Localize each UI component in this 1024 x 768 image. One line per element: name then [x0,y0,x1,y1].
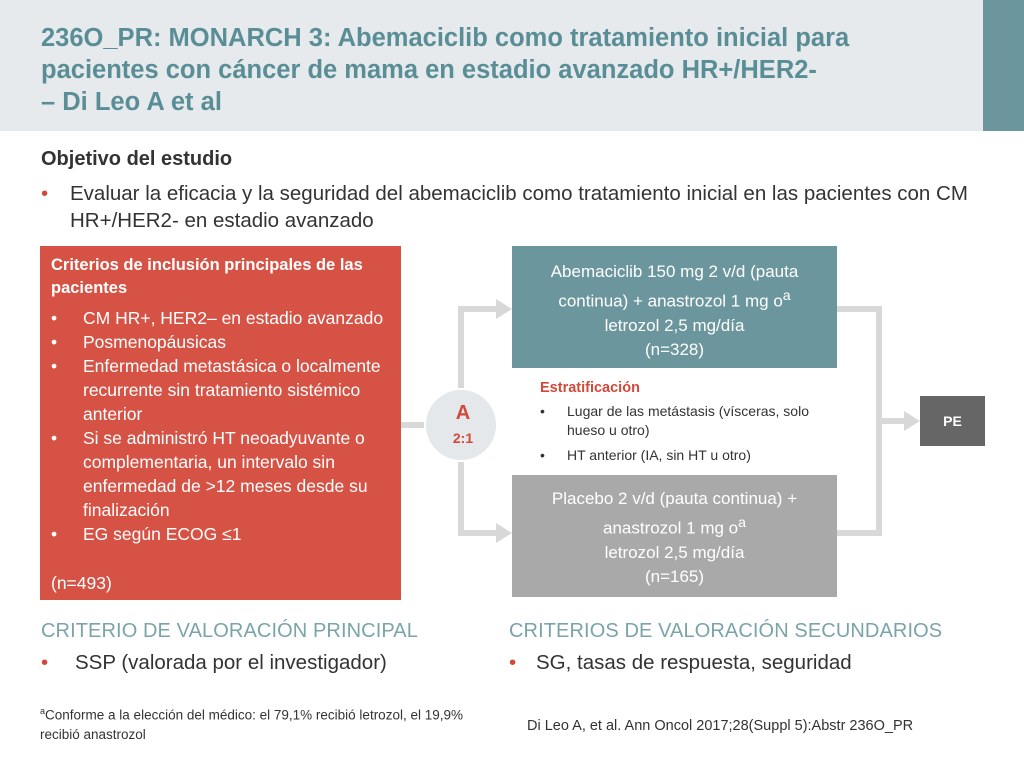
bullet: • [540,447,545,463]
list-item [51,426,401,522]
pe-endpoint-box: PE [920,396,985,446]
inclusion-item-text: CM HR+, HER2– en estadio avanzado [83,308,384,328]
stratification-block [540,378,830,471]
arm-b-line-2-text: anastrozol 1 mg o [602,518,739,538]
list-item [51,354,401,426]
arm-a-line-1: Abemaciclib 150 mg 2 v/d (pauta [550,262,799,281]
objective-bullet: • [41,182,49,205]
arm-b-sample-size: (n=165) [644,566,705,586]
bullet: • [51,428,58,448]
arm-a-line-2-text: continua) + anastrozol 1 mg o [558,291,783,311]
slide-title-line-1: 236O_PR: MONARCH 3: Abemaciclib como tratamiento inicial para [41,24,850,52]
inclusion-sample-size: (n=493) [51,573,112,593]
citation: Di Leo A, et al. Ann Oncol 2017;28(Suppl 5):Abstr 236O_PR [527,718,914,734]
arm-b-line-3: letrozol 2,5 mg/día [604,542,745,562]
footnote-mark: a [40,706,46,716]
treatment-arm-placebo [512,475,837,597]
bullet: • [51,332,58,352]
stratification-item-text: HT anterior (IA, sin HT u otro) [567,447,751,463]
bullet: • [41,651,49,674]
arm-a-line-2 [518,284,831,314]
inclusion-item-text: Si se administró HT neoadyuvante o complementaria, un intervalo sin enfermedad de >12 meses desde su finalización [83,428,368,520]
slide-title-line-3: – Di Leo A et al [41,88,222,116]
secondary-endpoints-item [509,651,989,681]
randomization-letter: A [455,402,471,424]
inclusion-criteria-title: Criterios de inclusión principales de las pacientes [51,256,363,297]
list-item [51,306,401,330]
stratification-item-text: Lugar de las metástasis (vísceras, solo hueso u otro) [567,403,809,438]
inclusion-criteria-box [40,246,401,600]
arm-b-text [518,487,831,589]
arm-a-footnote-mark: a [782,288,791,304]
inclusion-item-text: EG según ECOG ≤1 [83,524,242,544]
footnote-text: Conforme a la elección del médico: el 79,1% recibió letrozol, el 19,9% recibió anastrozol [40,707,463,742]
arm-a-text [518,260,831,362]
slide-title-line-2: pacientes con cáncer de mama en estadio avanzado HR+/HER2- [41,56,817,84]
list-item [51,330,401,354]
randomization-ratio: 2:1 [452,430,474,446]
bullet: • [51,308,58,328]
secondary-endpoints-title: CRITERIOS DE VALORACIÓN SECUNDARIOS [509,620,943,642]
treatment-arm-abemaciclib [512,246,837,368]
arm-b-line-2 [518,511,831,541]
stratification-title: Estratificación [540,380,640,396]
arrow-head-arm-b [496,523,512,543]
bullet: • [509,651,517,674]
primary-endpoint-text: SSP (valorada por el investigador) [75,651,387,674]
arrow-head-arm-a [496,299,512,319]
primary-endpoint-item [41,651,481,681]
list-item [51,522,401,546]
inclusion-item-text: Enfermedad metastásica o localmente recurrente sin tratamiento sistémico anterior [83,356,381,424]
secondary-endpoints-text: SG, tasas de respuesta, seguridad [536,651,852,674]
randomization-circle [424,388,498,462]
objective-heading: Objetivo del estudio [41,148,233,170]
objective-text: Evaluar la eficacia y la seguridad del abemaciclib como tratamiento inicial en las pacientes con CM HR+/HER2- en estadio avanzado [70,182,968,232]
bullet: • [540,403,545,419]
inclusion-criteria-list [51,306,401,546]
bullet: • [51,356,58,376]
arm-b-footnote-mark: a [738,515,746,531]
arm-a-sample-size: (n=328) [644,339,705,359]
footnote [40,702,480,744]
list-item [540,402,830,440]
arm-b-line-1: Placebo 2 v/d (pauta continua) + [551,489,798,508]
inclusion-item-text: Posmenopáusicas [83,332,226,352]
primary-endpoint-title: CRITERIO DE VALORACIÓN PRINCIPAL [41,620,418,642]
bullet: • [51,524,58,544]
list-item [540,446,830,465]
arm-a-line-3: letrozol 2,5 mg/día [604,315,745,335]
stratification-list [540,402,830,465]
arrow-head-pe [904,411,920,431]
